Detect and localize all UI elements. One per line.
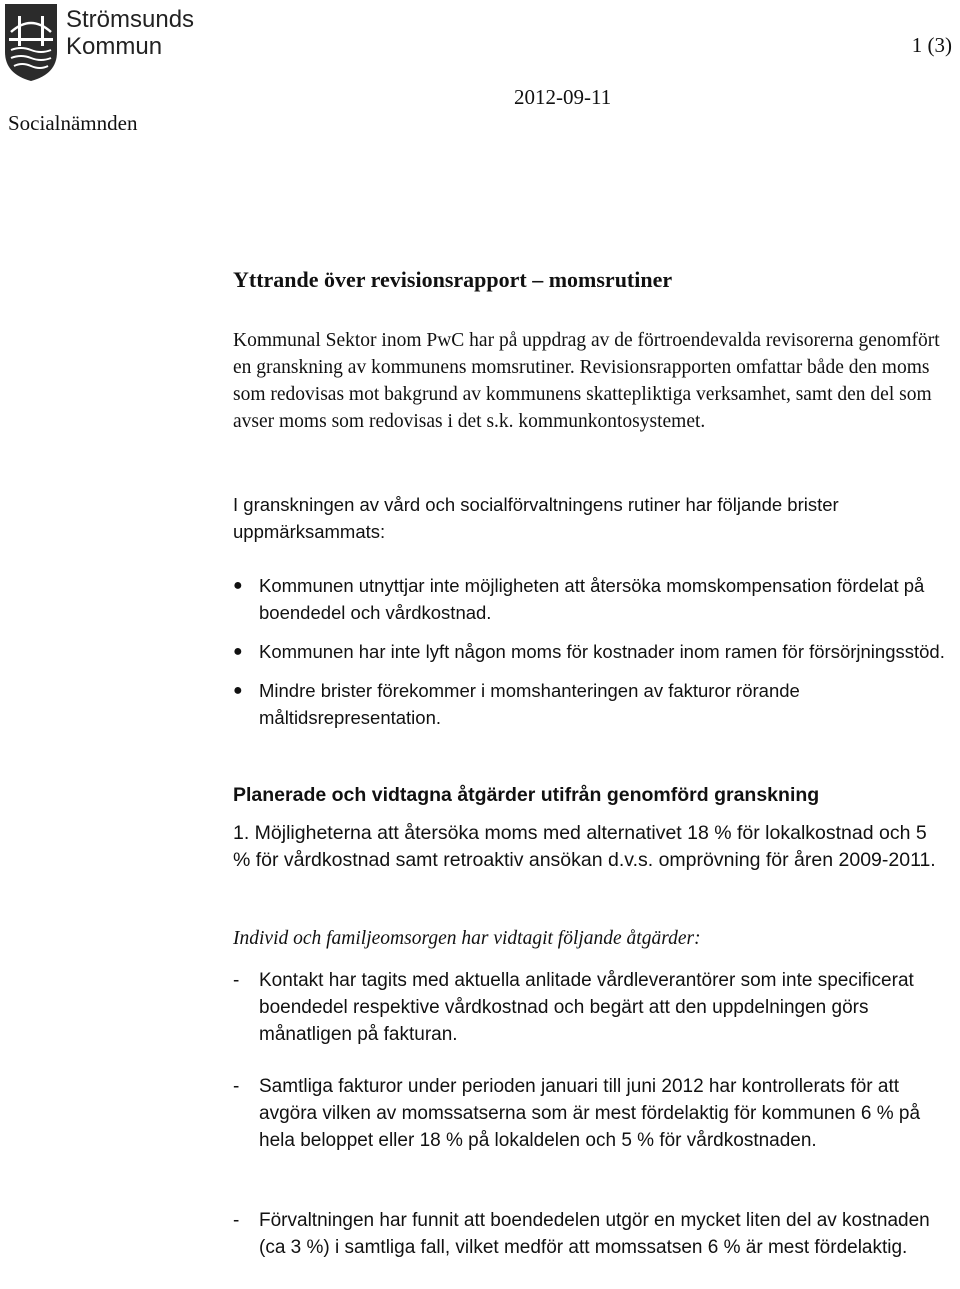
- action-item: - Kontakt har tagits med aktuella anlitade vårdleverantörer som inte specificerat boendedel respektive vårdkostnad och begärt att den uppdelningen görs månatligen på fakturan.: [233, 970, 914, 1045]
- document-date: 2012-09-11: [514, 85, 612, 109]
- municipality-logo: [2, 2, 195, 82]
- action-item: - Förvaltningen har funnit att boendedelen utgör en mycket liten del av kostnaden (ca 3 %) i samtliga fall, vilket medför att momssatsen 6 % är mest fördelaktig.: [233, 1210, 930, 1258]
- department-name: Socialnämnden: [8, 111, 138, 135]
- bullet-icon: ●: [233, 577, 243, 594]
- measures-heading: Planerade och vidtagna åtgärder utifrån genomförd granskning: [233, 784, 820, 806]
- measure-1: 1. Möjligheterna att återsöka moms med alternativet 18 % för lokalkostnad och 5 % för vårdkostnad samt retroaktiv ansökan d.v.s. omprövning för åren 2009-2011.: [233, 822, 936, 871]
- findings-list: [233, 572, 948, 731]
- findings-intro: I granskningen av vård och socialförvaltningens rutiner har följande brister uppmärksammats:: [233, 494, 839, 542]
- document-title: Yttrande över revisionsrapport – momsrutiner: [233, 267, 673, 292]
- ifo-heading: Individ och familjeomsorgen har vidtagit följande åtgärder:: [233, 928, 701, 949]
- action-item: - Samtliga fakturor under perioden januari till juni 2012 har kontrollerats för att avgöra vilken av momssatserna som är mest fördelaktig för kommunen 6 % på hela beloppet eller 18 % på lokaldelen och 5 % för vårdkostnaden.: [233, 1076, 921, 1151]
- bullet-icon: ●: [233, 682, 243, 699]
- logo-text-line1: Strömsunds: [66, 6, 195, 33]
- page-number: 1 (3): [911, 33, 952, 57]
- bullet-icon: ●: [233, 643, 243, 660]
- list-item: ● Kommunen utnyttjar inte möjligheten att återsöka momskompensation fördelat på boendedel och vårdkostnad.: [233, 572, 948, 626]
- intro-paragraph: Kommunal Sektor inom PwC har på uppdrag av de förtroendevalda revisorerna genomfört en granskning av kommunens momsrutiner. Revisionsrapporten omfattar både den moms som redovisas mot bakgrund av kommunens skattepliktiga verksamhet, samt den del som avser moms som redovisas i det s.k. kommunkontosystemet.: [233, 330, 940, 432]
- list-item: ● Mindre brister förekommer i momshanteringen av fakturor rörande måltidsrepresentation.: [233, 677, 948, 731]
- logo-text-line2: Kommun: [66, 33, 163, 60]
- bridge-emblem-icon: [2, 2, 60, 82]
- list-item: ● Kommunen har inte lyft någon moms för kostnader inom ramen för försörjningsstöd.: [233, 638, 948, 665]
